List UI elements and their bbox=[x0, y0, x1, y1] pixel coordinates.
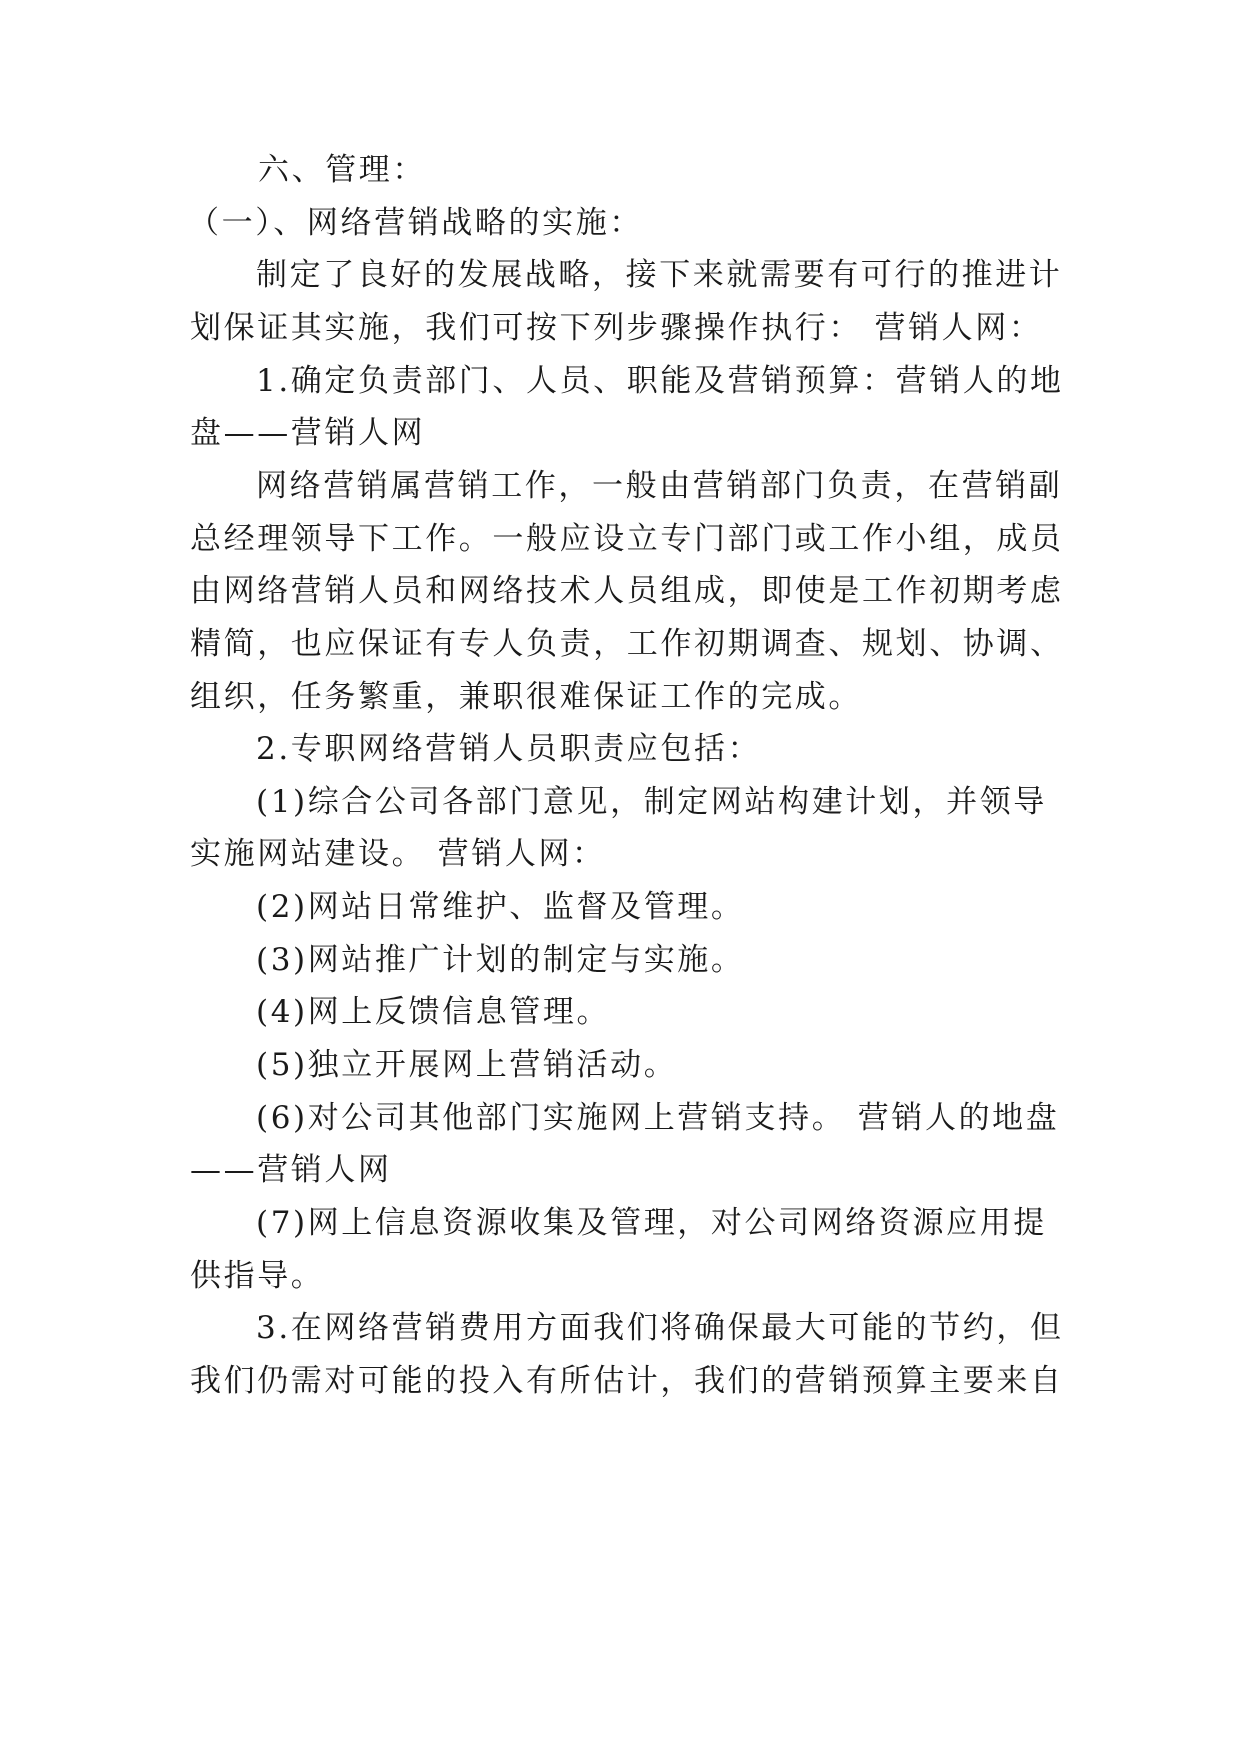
list-item: (2)网站日常维护、监督及管理。 bbox=[256, 889, 745, 925]
paragraph-line: 制定了良好的发展战略，接下来就需要有可行的推进计 bbox=[256, 257, 1063, 293]
list-item: 供指导。 bbox=[190, 1258, 325, 1294]
list-item: ——营销人网 bbox=[190, 1152, 392, 1188]
paragraph-line: 划保证其实施，我们可按下列步骤操作执行： 营销人网： bbox=[190, 310, 1043, 346]
section-heading: 六、管理： bbox=[258, 152, 426, 188]
list-item: 实施网站建设。 营销人网： bbox=[190, 836, 606, 872]
paragraph-line: 我们仍需对可能的投入有所估计，我们的营销预算主要来自 bbox=[190, 1363, 1064, 1399]
paragraph-line: 组织，任务繁重，兼职很难保证工作的完成。 bbox=[190, 679, 862, 715]
paragraph-line: 由网络营销人员和网络技术人员组成，即使是工作初期考虑 bbox=[190, 573, 1064, 609]
paragraph-line: 3.在网络营销费用方面我们将确保最大可能的节约，但 bbox=[256, 1310, 1064, 1346]
paragraph-line: 网络营销属营销工作，一般由营销部门负责，在营销副 bbox=[256, 468, 1063, 504]
paragraph-line: 盘——营销人网 bbox=[190, 415, 426, 451]
list-item: (3)网站推广计划的制定与实施。 bbox=[256, 942, 745, 978]
list-item: (4)网上反馈信息管理。 bbox=[256, 994, 611, 1030]
list-item: (1)综合公司各部门意见，制定网站构建计划，并领导 bbox=[256, 784, 1047, 820]
paragraph-line: 精简，也应保证有专人负责，工作初期调查、规划、协调、 bbox=[190, 626, 1064, 662]
list-item: (6)对公司其他部门实施网上营销支持。 营销人的地盘 bbox=[256, 1100, 1060, 1136]
paragraph-line: 2.专职网络营销人员职责应包括： bbox=[256, 731, 762, 767]
list-item: (7)网上信息资源收集及管理，对公司网络资源应用提 bbox=[256, 1205, 1047, 1241]
paragraph-line: 总经理领导下工作。一般应设立专门部门或工作小组，成员 bbox=[190, 521, 1064, 557]
list-item: (5)独立开展网上营销活动。 bbox=[256, 1047, 678, 1083]
subsection-heading: （一）、网络营销战略的实施： bbox=[188, 205, 643, 241]
paragraph-line: 1.确定负责部门、人员、职能及营销预算：营销人的地 bbox=[256, 363, 1064, 399]
